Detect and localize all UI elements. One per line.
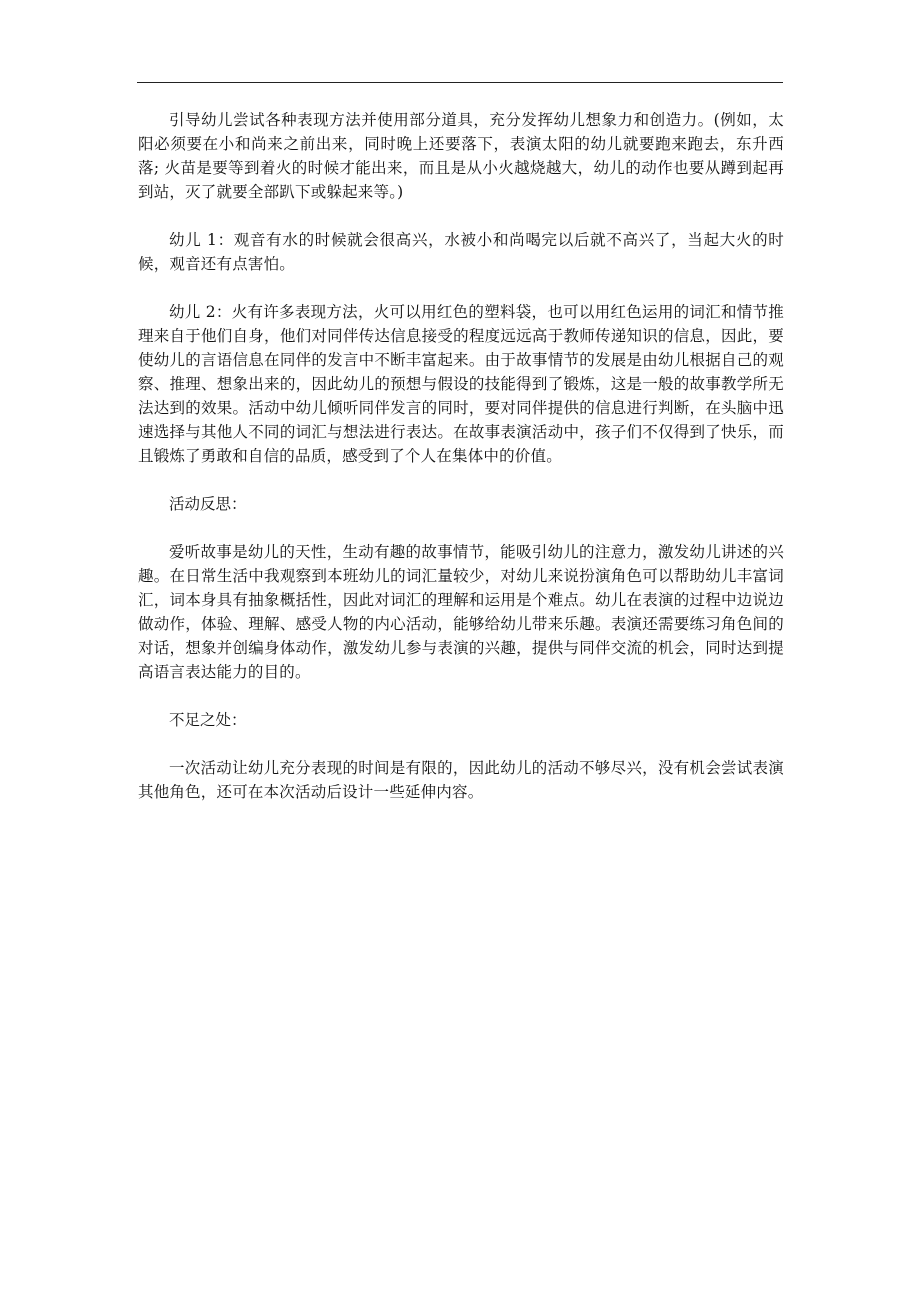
document-body bbox=[138, 108, 784, 804]
paragraph-child-1: 幼儿 1：观音有水的时候就会很高兴，水被小和尚喝完以后就不高兴了，当起大火的时候，观音还有点害怕。 bbox=[138, 231, 784, 273]
heading-activity-reflection: 活动反思： bbox=[169, 495, 247, 513]
paragraph-shortcomings: 一次活动让幼儿充分表现的时间是有限的，因此幼儿的活动不够尽兴，没有机会尝试表演其他角色，还可在本次活动后设计一些延伸内容。 bbox=[138, 759, 784, 801]
paragraph-child-2: 幼儿 2：火有许多表现方法，火可以用红色的塑料袋，也可以用红色运用的词汇和情节推理来自于他们自身，他们对同伴传达信息接受的程度远远高于教师传递知识的信息，因此，要使幼儿的言语信息在同伴的发言中不断丰富起来。由于故事情节的发展是由幼儿根据自己的观察、推理、想象出来的，因此幼儿的预想与假设的技能得到了锻炼，这是一般的故事教学所无法达到的效果。活动中幼儿倾听同伴发言的同时，要对同伴提供的信息进行判断，在头脑中迅速选择与其他人不同的词汇与想法进行表达。在故事表演活动中，孩子们不仅得到了快乐，而且锻炼了勇敢和自信的品质，感受到了个人在集体中的价值。 bbox=[138, 303, 784, 465]
heading-shortcomings: 不足之处： bbox=[169, 711, 247, 729]
paragraph-performance-methods: 引导幼儿尝试各种表现方法并使用部分道具，充分发挥幼儿想象力和创造力。(例如，太阳必须要在小和尚来之前出来，同时晚上还要落下，表演太阳的幼儿就要跑来跑去，东升西落; 火苗是要等到着火的时候才能出来，而且是从小火越烧越大，幼儿的动作也要从蹲到起再到站，灭了就要全部趴下或躲起来等。) bbox=[138, 111, 784, 201]
header-rule bbox=[137, 82, 783, 83]
paragraph-reflection: 爱听故事是幼儿的天性，生动有趣的故事情节，能吸引幼儿的注意力，激发幼儿讲述的兴趣。在日常生活中我观察到本班幼儿的词汇量较少，对幼儿来说扮演角色可以帮助幼儿丰富词汇，词本身具有抽象概括性，因此对词汇的理解和运用是个难点。幼儿在表演的过程中边说边做动作，体验、理解、感受人物的内心活动，能够给幼儿带来乐趣。表演还需要练习角色间的对话，想象并创编身体动作，激发幼儿参与表演的兴趣，提供与同伴交流的机会，同时达到提高语言表达能力的目的。 bbox=[138, 543, 784, 681]
